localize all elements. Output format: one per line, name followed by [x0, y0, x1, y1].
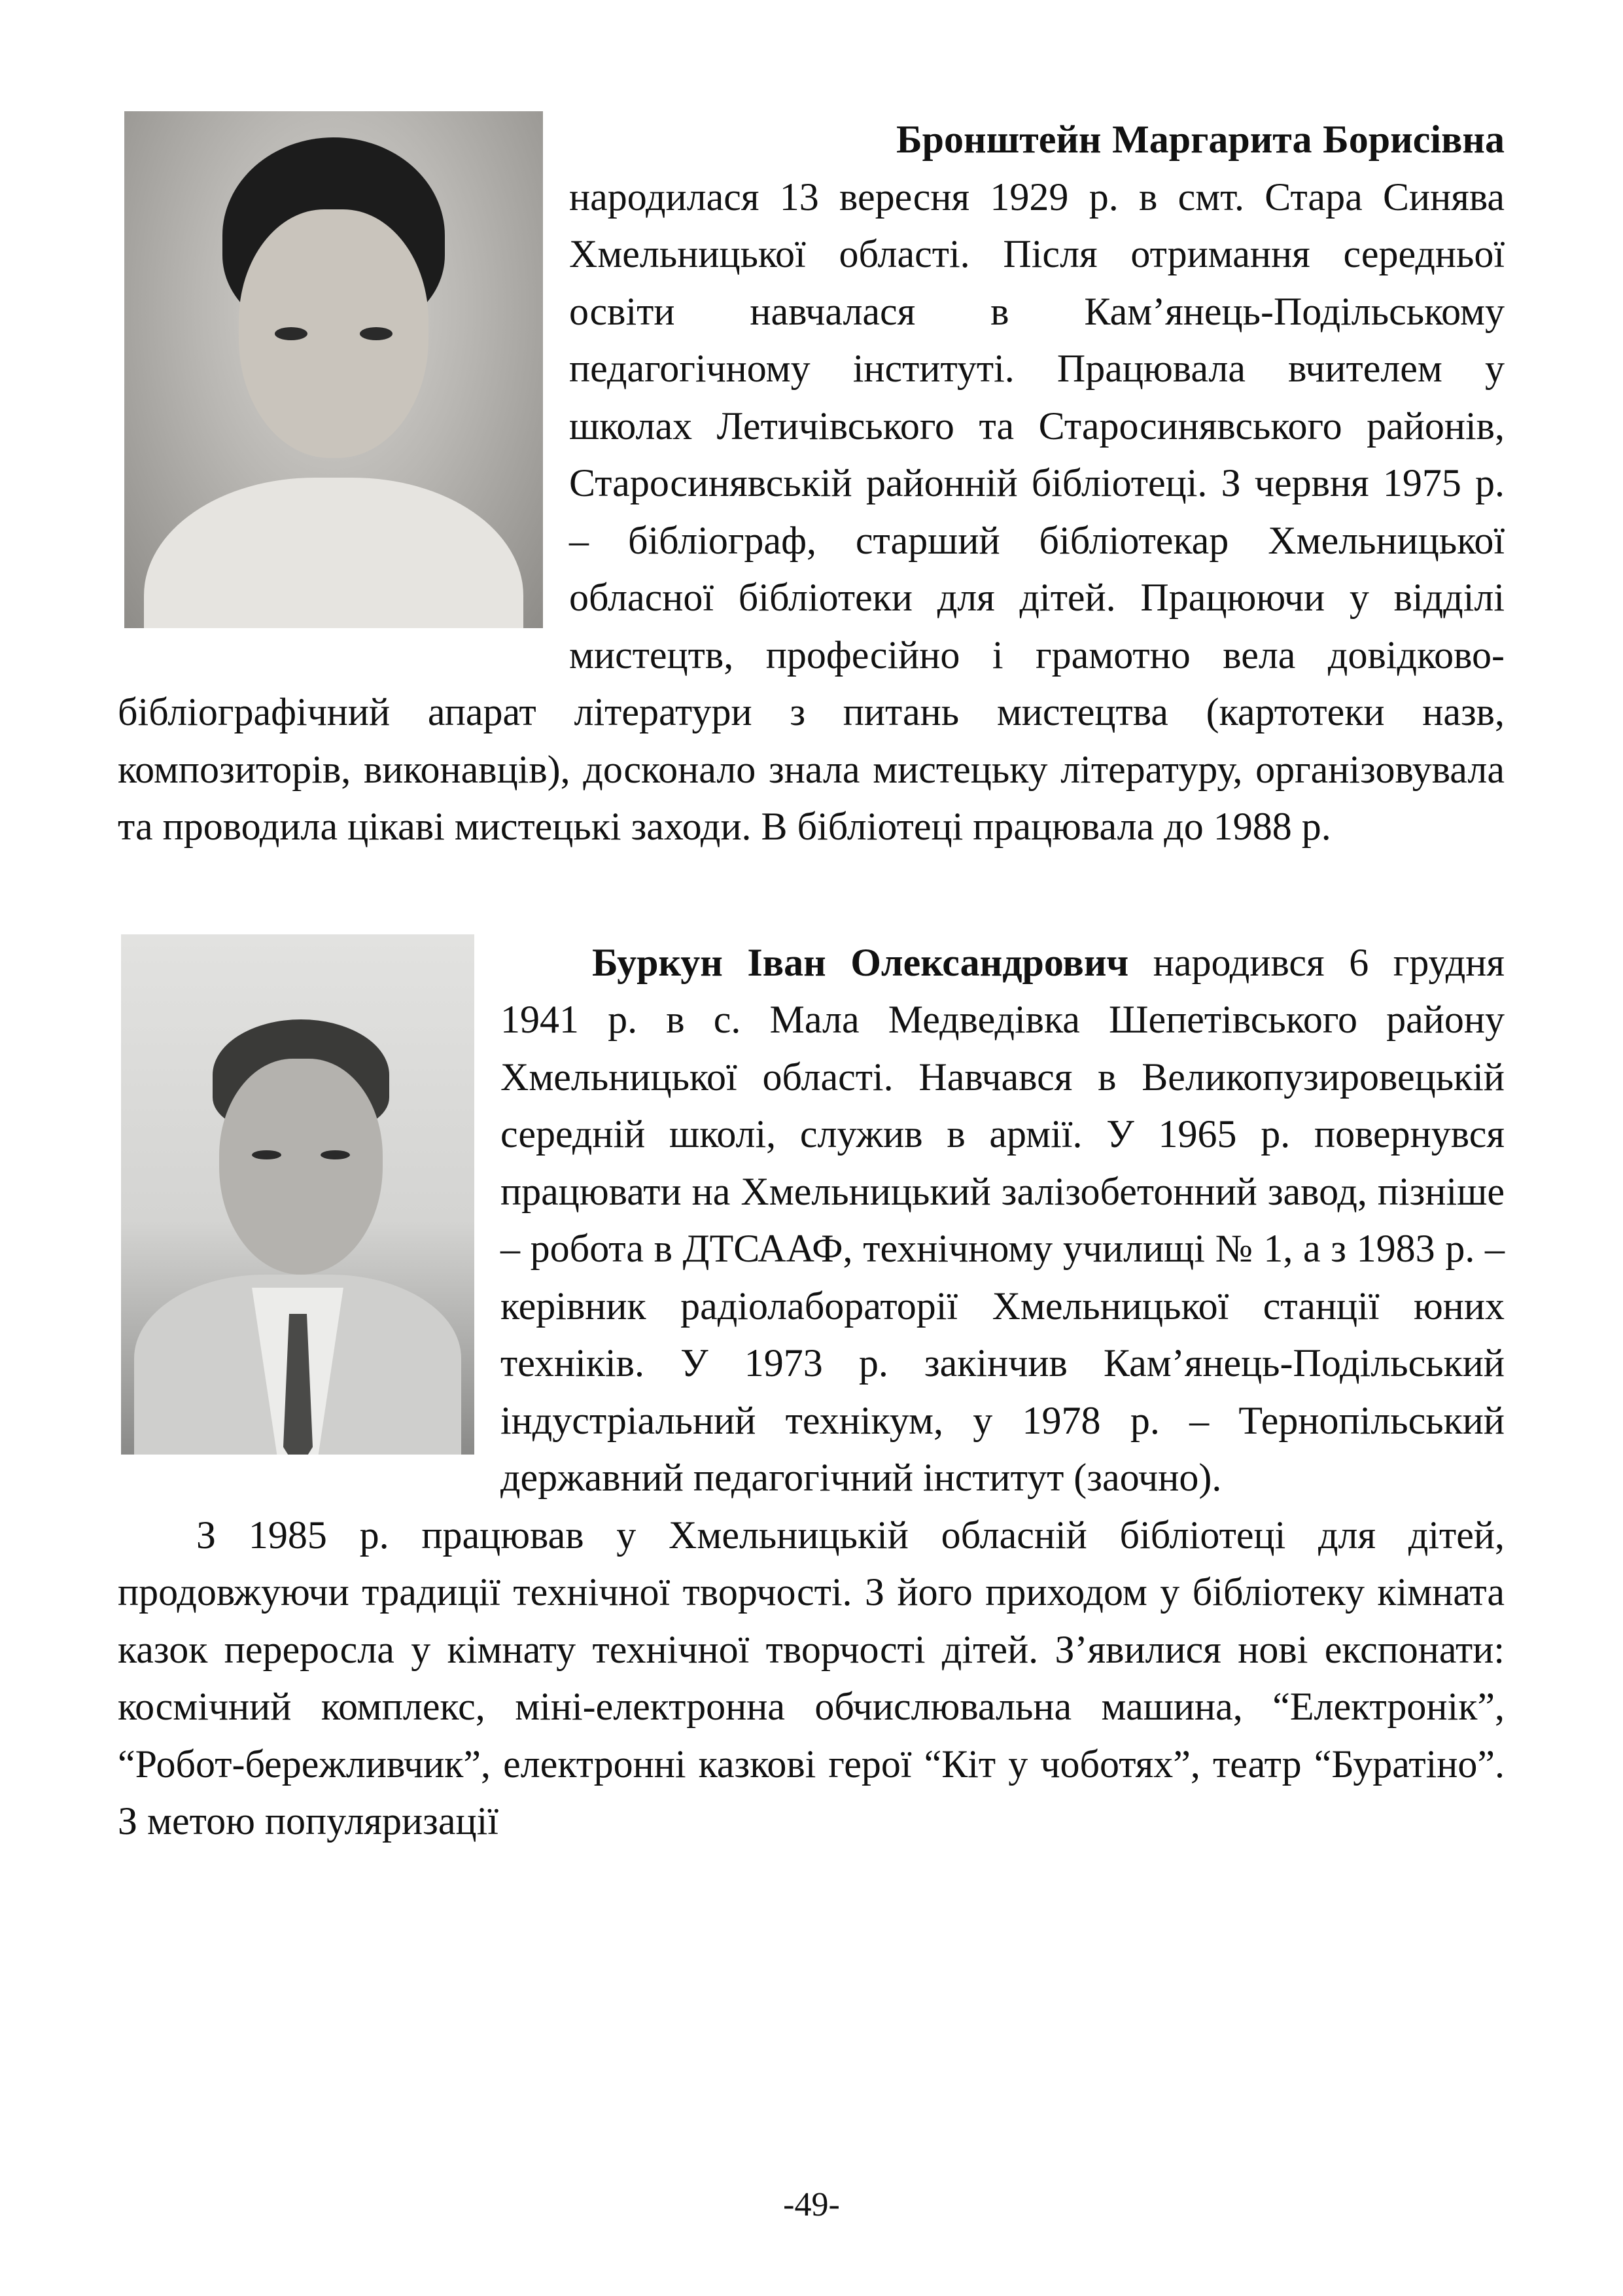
- photo-shape: [219, 1059, 383, 1275]
- portrait-photo-burkun: [121, 934, 474, 1455]
- photo-shape: [275, 327, 307, 340]
- page-content: [118, 111, 1505, 1850]
- biography-text: З 1985 р. працював у Хмельницькій обласній бібліотеці для дітей, продовжуючи традиції технічної творчості. З його приходом у бібліотеку кімната казок переросла у кімнату технічної творчості дітей. З’явилися нові експонати: космічний комплекс, міні-електронна обчислювальна машина, “Електронік”, “Робот-бережливчик”, електронні казкові герої “Кіт у чоботях”, театр “Буратіно”. З метою популяризації: [118, 1513, 1505, 1843]
- portrait-photo-bronshtein: [124, 111, 543, 628]
- biography-text: народився 6 грудня 1941 р. в с. Мала Медведівка Шепетівського району Хмельницької області. Навчався в Великопузировецькій середній школі, служив в армії. У 1965 р. повернувся працювати на Хмельницький залізобетонний завод, пізніше – робота в ДТСААФ, технічному училищі № 1, а з 1983 р. – керівник радіолабораторії Хмельницької станції юних техніків. У 1973 р. закінчив Кам’янець-Подільський індустріальний технікум, у 1978 р. – Тернопільський державний педагогічний інститут (заочно).: [500, 940, 1505, 1499]
- photo-shape: [252, 1150, 281, 1159]
- photo-shape: [321, 1150, 350, 1159]
- photo-shape: [360, 327, 393, 340]
- section-spacer: [118, 856, 1505, 934]
- photo-shape: [239, 209, 428, 458]
- biography-paragraph-3: [118, 1507, 1505, 1850]
- biography-text: народилася 13 вересня 1929 р. в смт. Стара Синява Хмельницької області. Після отримання середньої освіти навчалася в Кам’янець-Подільському педагогічному інституті. Працювала вчителем у школах Летичівського та Старосинявського районів, Старосинявській районній бібліотеці. З червня 1975 р. – бібліограф, старший бібліотекар Хмельницької обласної бібліотеки для дітей. Працюючи у відділі мистецтв, професійно і грамотно вела довідково-бібліографічний апарат літератури з питань мистецтва (картотеки назв, композиторів, виконавців), досконало знала мистецьку літературу, організовувала та проводила цікаві мистецькі заходи. В бібліотеці працювала до 1988 р.: [118, 175, 1505, 848]
- photo-shape: [144, 478, 523, 628]
- person-name: Бронштейн Маргарита Борисівна: [896, 118, 1505, 161]
- page-number: -49-: [783, 2186, 840, 2223]
- person-name: Буркун Іван Олександрович: [592, 940, 1129, 984]
